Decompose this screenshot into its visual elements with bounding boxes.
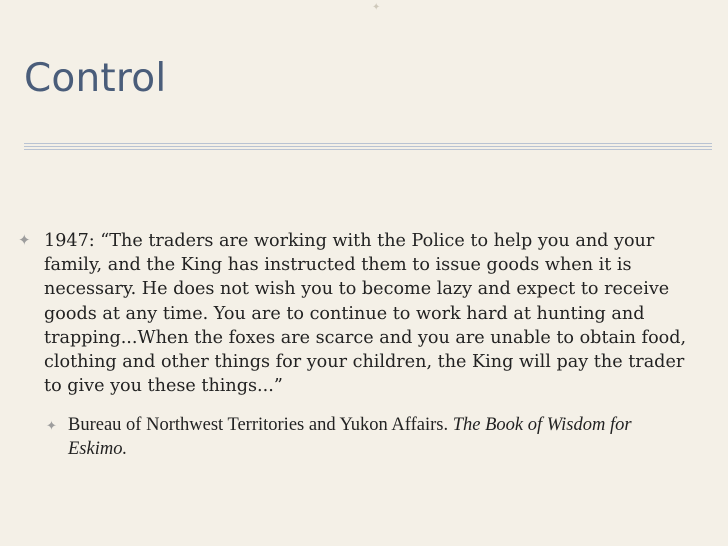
ornament-icon: ✦ xyxy=(372,2,381,13)
citation-book-title: The Book of Wisdom for Eskimo. xyxy=(68,415,632,459)
citation xyxy=(68,414,688,461)
title-divider xyxy=(24,146,712,147)
bullet-star-icon: ✦ xyxy=(18,231,31,249)
citation-source: Bureau of Northwest Territories and Yukon Affairs. xyxy=(68,415,453,435)
slide-title: Control xyxy=(24,56,167,101)
subbullet-star-icon: ✦ xyxy=(46,419,57,434)
bullet-text: 1947: “The traders are working with the Police to help you and your family, and the King has instructed them to issue goods when it is necessary. He does not wish you to become lazy and expect to receive goods at any time. You are to continue to work hard at hunting and trapping...When the foxes are scarce and you are unable to obtain food, clothing and other things for your children, the King will pay the trader to give you these things...” xyxy=(44,231,687,397)
title-divider xyxy=(24,143,712,144)
bullet-item xyxy=(44,229,704,398)
title-divider xyxy=(24,149,712,150)
